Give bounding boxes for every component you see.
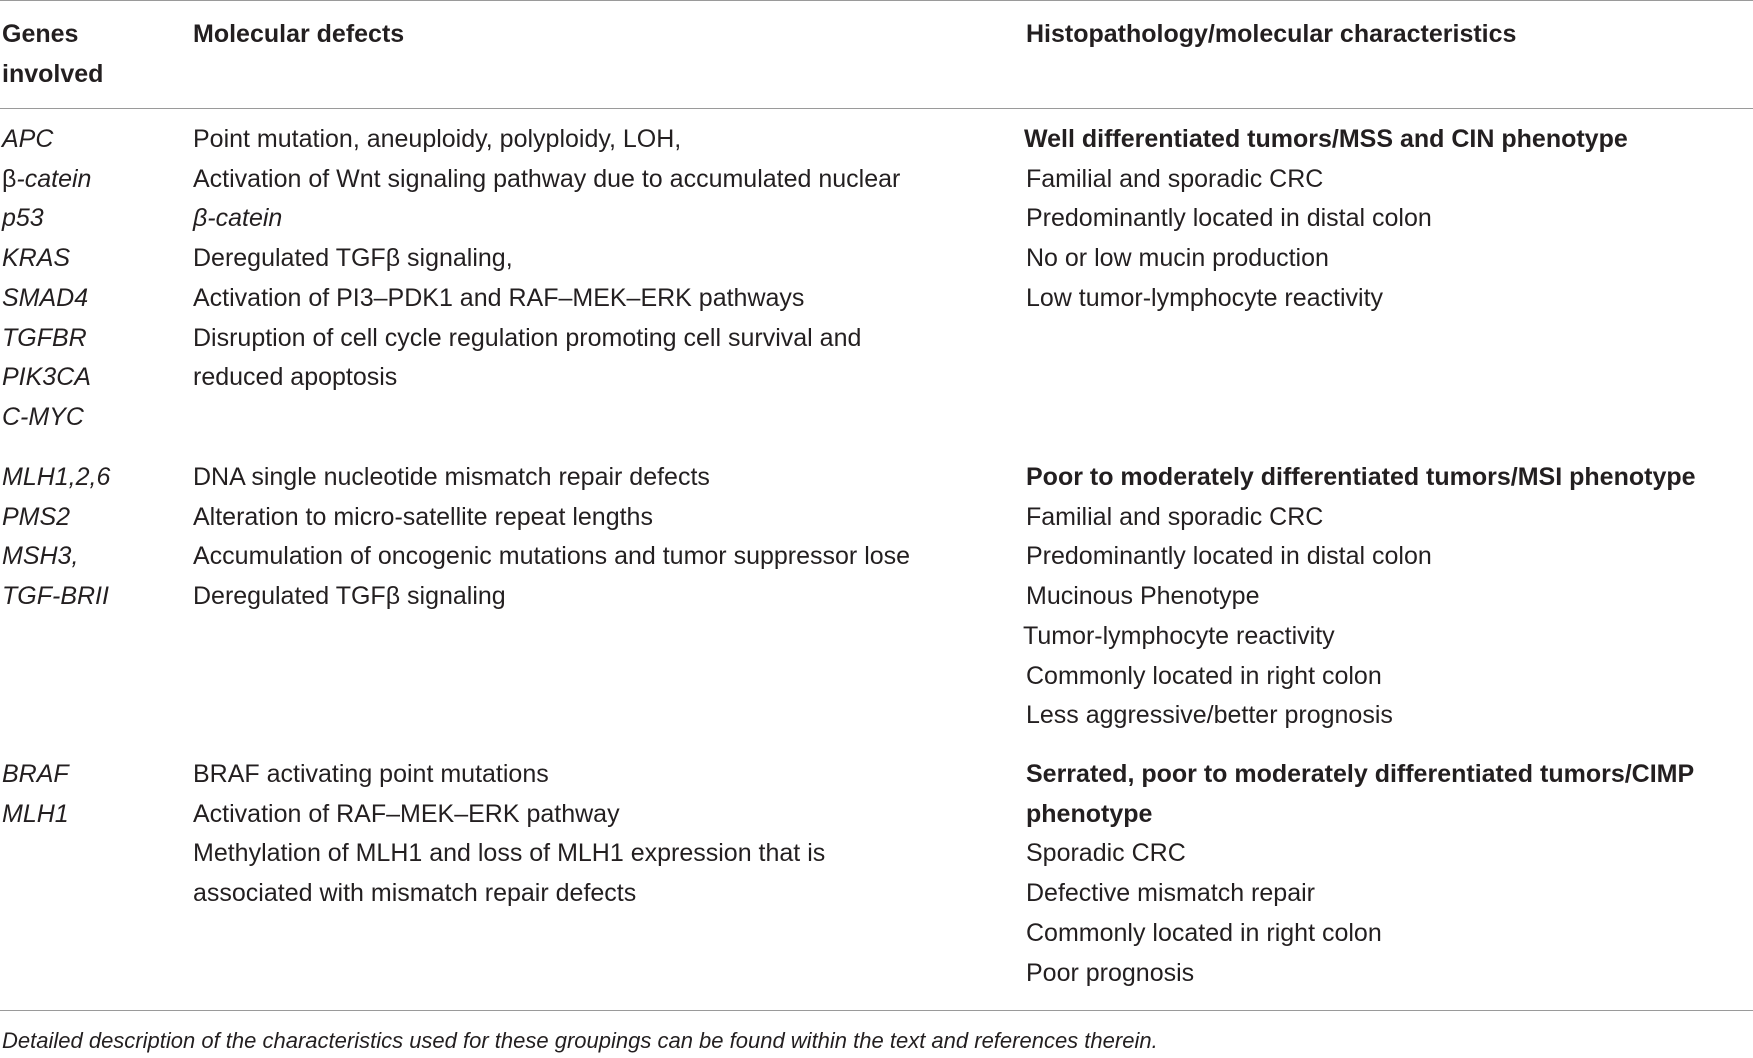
group-title-line-1: Serrated, poor to moderately differentiated tumors/CIMP [1026,760,1695,788]
group-title-line-2: phenotype [1026,799,1153,828]
defects-cell: Point mutation, aneuploidy, polyploidy, LOH, Activation of Wnt signaling pathway due to accumulated nuclear β-catein Deregulated TGFβ signaling, Activation of PI3–PDK1 and RAF–MEK–ERK pathways Disruption of cell cycle regulation promoting cell survival and reduced apoptosis [193,125,901,392]
beta-glyph: β [2,164,17,193]
genes-cell: MLH1,2,6 PMS2 MSH3, TGF-BRII [2,463,111,611]
header-genes-involved: Genes involved [2,20,104,88]
group-title: Poor to moderately differentiated tumors/MSI phenotype [1026,463,1696,491]
header-histopathology: Histopathology/molecular characteristics [1026,20,1517,48]
group-title: Well differentiated tumors/MSS and CIN phenotype [1024,125,1628,153]
characteristics-cell: Well differentiated tumors/MSS and CIN phenotype Familial and sporadic CRC Predominantly located in distal colon No or low mucin production Low tumor-lymphocyte reactivity [1024,120,1751,319]
genes-cell: APC β-catein p53 KRAS SMAD4 TGFBR PIK3CA C-MYC [2,125,92,431]
characteristics-cell: Serrated, poor to moderately differentiated tumors/CIMP phenotype Sporadic CRC Defective mismatch repair Commonly located in right colon Poor prognosis [1026,755,1753,993]
header-molecular-defects: Molecular defects [193,20,405,48]
table-footnote: Detailed description of the characteristics used for these groupings can be found within the text and references therein. [2,1028,1158,1053]
table-top-rule [0,0,1753,1]
defects-cell: BRAF activating point mutations Activation of RAF–MEK–ERK pathway Methylation of MLH1 and loss of MLH1 expression that is associated with mismatch repair defects [193,760,826,908]
table-header-rule [0,108,1753,109]
characteristics-cell: Poor to moderately differentiated tumors/MSI phenotype Familial and sporadic CRC Predominantly located in distal colon Mucinous Phenotype Tumor-lymphocyte reactivity Commonly located in right colon Less aggressive/better prognosis [1026,458,1753,736]
defects-cell: DNA single nucleotide mismatch repair defects Alteration to micro-satellite repeat lengths Accumulation of oncogenic mutations and tumor suppressor lose Deregulated TGFβ signaling [193,463,911,611]
table-bottom-rule [0,1010,1753,1011]
genes-cell: BRAF MLH1 [2,760,69,828]
